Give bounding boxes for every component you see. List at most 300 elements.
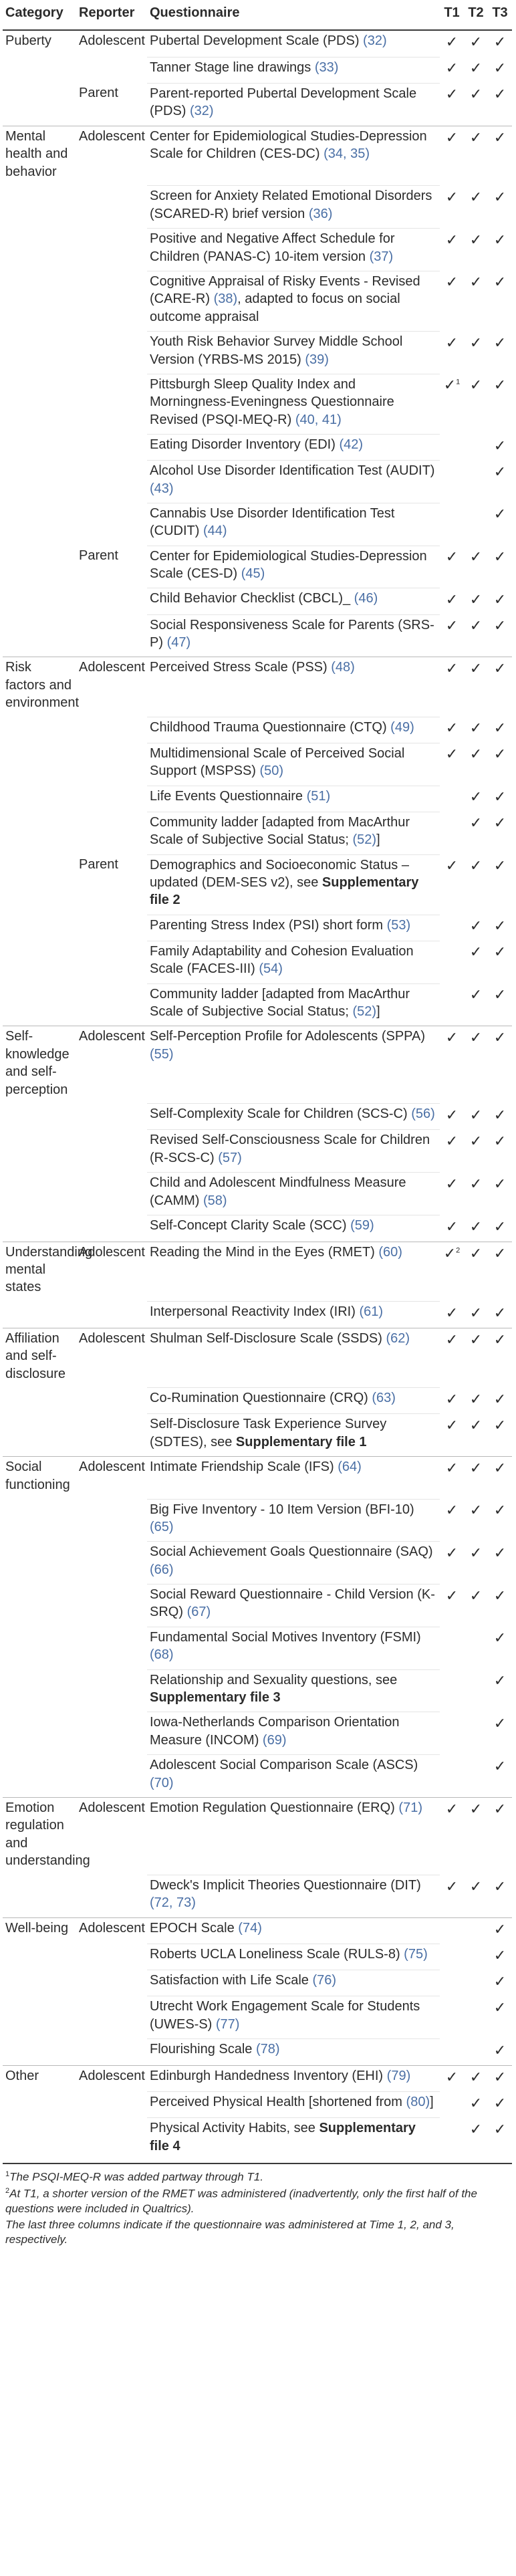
t1-check-cell — [440, 657, 464, 717]
header-category: Category — [3, 0, 76, 30]
questionnaire-name: Co-Rumination Questionnaire (CRQ) — [150, 1391, 368, 1406]
reference-link[interactable]: (59) — [350, 1218, 374, 1233]
reporter-cell — [76, 503, 147, 546]
reference-link[interactable]: (37) — [369, 249, 394, 264]
questionnaire-cell — [147, 812, 440, 854]
questionnaire-name: Relationship and Sexuality questions, see — [150, 1672, 398, 1687]
checkmark-icon: ✓ — [445, 1877, 459, 1895]
t1-check-cell — [440, 717, 464, 743]
t2-check-cell — [464, 2118, 488, 2160]
checkmark-icon: ✓ — [493, 60, 507, 77]
questionnaire-cell — [147, 83, 440, 126]
checkmark-icon: ✓ — [469, 814, 483, 832]
questionnaire-cell — [147, 229, 440, 271]
questionnaire-name: Utrecht Work Engagement Scale for Students (UWES-S) — [150, 1999, 420, 2032]
questionnaire-cell — [147, 657, 440, 717]
t1-check-cell — [440, 1388, 464, 1414]
checkmark-icon: ✓ — [445, 1800, 459, 1817]
checkmark-icon: ✓ — [493, 590, 507, 608]
questionnaire-cell — [147, 1627, 440, 1669]
t2-check-cell — [464, 1026, 488, 1104]
category-cell — [3, 1215, 76, 1242]
reference-link[interactable]: (65) — [150, 1519, 174, 1534]
questionnaire-cell — [147, 588, 440, 614]
checkmark-icon: ✓ — [493, 334, 507, 351]
reference-link[interactable]: (36) — [308, 206, 333, 221]
questionnaire-name: EPOCH Scale — [150, 1920, 235, 1936]
questionnaire-cell — [147, 374, 440, 434]
reference-link[interactable]: (67) — [186, 1605, 211, 1620]
questionnaire-cell — [147, 1944, 440, 1970]
checkmark-icon: ✓ — [493, 273, 507, 291]
reference-link[interactable]: (74) — [238, 1920, 262, 1936]
t1-check-cell — [440, 812, 464, 854]
table-row — [3, 503, 512, 546]
questionnaire-name: Dweck's Implicit Theories Questionnaire (DIT) — [150, 1878, 421, 1893]
table-row — [3, 374, 512, 434]
t3-check-cell — [488, 588, 512, 614]
questionnaire-cell — [147, 614, 440, 657]
questionnaire-name: Pubertal Development Scale (PDS) — [150, 33, 360, 49]
category-cell — [3, 588, 76, 614]
checkmark-icon: ✓ — [493, 2120, 507, 2137]
questionnaire-cell — [147, 1542, 440, 1585]
reference-link[interactable]: (50) — [259, 764, 284, 779]
t2-check-cell — [464, 1797, 488, 1875]
reporter-cell: Adolescent — [76, 30, 147, 57]
table-row — [3, 2065, 512, 2092]
reference-link[interactable]: (44) — [203, 523, 227, 539]
reporter-cell — [76, 812, 147, 854]
t1-check-cell — [440, 1712, 464, 1755]
questionnaire-cell — [147, 30, 440, 57]
reference-link[interactable]: (42) — [339, 437, 364, 453]
reporter-cell — [76, 1388, 147, 1414]
reporter-cell — [76, 915, 147, 941]
t2-check-cell — [464, 1328, 488, 1388]
questionnaire-cell — [147, 1996, 440, 2039]
questionnaire-name-suffix: ] — [376, 1004, 380, 1019]
reporter-cell: Adolescent — [76, 126, 147, 186]
checkmark-icon: ✓ — [493, 1304, 507, 1321]
checkmark-icon: ✓ — [469, 986, 483, 1004]
t1-check-cell — [440, 1414, 464, 1457]
t2-check-cell — [464, 717, 488, 743]
table-row — [3, 1302, 512, 1328]
reference-link[interactable]: (33) — [314, 60, 339, 75]
questionnaire-name: Youth Risk Behavior Survey Middle School Version (YRBS-MS 2015) — [150, 334, 403, 367]
reporter-cell — [76, 1585, 147, 1627]
reference-link[interactable]: (52) — [352, 832, 377, 848]
reporter-cell — [76, 1215, 147, 1242]
checkmark-icon: ✓ — [493, 1244, 507, 1262]
t2-check-cell — [464, 1499, 488, 1542]
checkmark-icon: ✓ — [493, 1416, 507, 1433]
table-row — [3, 1797, 512, 1875]
category-cell — [3, 271, 76, 331]
table-row — [3, 1388, 512, 1414]
table-row — [3, 1755, 512, 1798]
questionnaire-cell — [147, 1755, 440, 1798]
t2-check-cell — [464, 915, 488, 941]
reference-link[interactable]: (55) — [150, 1046, 174, 1062]
reporter-cell — [76, 1944, 147, 1970]
checkmark-icon: ✓ — [445, 188, 459, 205]
reporter-cell: Adolescent — [76, 1242, 147, 1302]
checkmark-icon: ✓ — [469, 1029, 483, 1046]
reference-link[interactable]: (43) — [150, 481, 174, 496]
reference-link[interactable]: (70) — [150, 1775, 174, 1790]
table-row — [3, 126, 512, 186]
category-cell — [3, 1970, 76, 1996]
questionnaire-cell — [147, 2039, 440, 2066]
reference-link[interactable]: (58) — [203, 1193, 227, 1208]
t1-check-cell — [440, 1996, 464, 2039]
header-reporter: Reporter — [76, 0, 147, 30]
checkmark-icon: ✓ — [445, 719, 459, 737]
checkmark-icon: ✓ — [493, 1132, 507, 1149]
t3-check-cell — [488, 229, 512, 271]
category-cell — [3, 1542, 76, 1585]
reference-link[interactable]: (76) — [312, 1973, 337, 1988]
reference-link[interactable]: (34, 35) — [324, 146, 370, 162]
t2-check-cell — [464, 332, 488, 374]
reference-link[interactable]: (79) — [386, 2068, 411, 2083]
t1-check-cell — [440, 1302, 464, 1328]
questionnaire-name: Child and Adolescent Mindfulness Measure (CAMM) — [150, 1175, 406, 1208]
reference-link[interactable]: (32) — [363, 33, 387, 49]
table-row — [3, 1875, 512, 1918]
questionnaire-cell — [147, 332, 440, 374]
table-row — [3, 1944, 512, 1970]
reference-link[interactable]: (68) — [150, 1647, 174, 1663]
checkmark-icon: ✓ — [469, 1175, 483, 1192]
reference-link[interactable]: (53) — [386, 917, 411, 933]
t2-check-cell — [464, 1457, 488, 1499]
category-cell: Understanding mental states — [3, 1242, 76, 1302]
t2-check-cell — [464, 1755, 488, 1798]
checkmark-icon: ✓ — [445, 1330, 459, 1348]
questionnaire-cell — [147, 546, 440, 588]
table-row — [3, 461, 512, 503]
t3-check-cell — [488, 1414, 512, 1457]
reference-link[interactable]: (72, 73) — [150, 1895, 196, 1911]
checkmark-icon: ✓ — [445, 1175, 459, 1192]
reference-link[interactable]: (60) — [378, 1244, 402, 1260]
checkmark-icon: ✓ — [469, 1330, 483, 1348]
checkmark-icon: ✓ — [493, 1330, 507, 1348]
checkmark-icon: ✓ — [493, 814, 507, 832]
category-cell — [3, 1414, 76, 1457]
footnote-2: $^2$At T1, a shorter version of the RMET was administered (inadvertently, only the first half of the questions were included in Qualtrics). — [5, 2186, 477, 2215]
footnote-marker: 1 — [456, 378, 461, 387]
reference-link[interactable]: (40, 41) — [295, 412, 342, 427]
questionnaire-name: Childhood Trauma Questionnaire (CTQ) — [150, 719, 387, 735]
table-row — [3, 2039, 512, 2066]
reporter-cell — [76, 1970, 147, 1996]
questionnaire-cell — [147, 503, 440, 546]
t3-check-cell — [488, 1457, 512, 1499]
reference-link[interactable]: (47) — [166, 634, 191, 650]
category-cell: Puberty — [3, 30, 76, 57]
reporter-cell — [76, 374, 147, 434]
t1-check-cell — [440, 1542, 464, 1585]
table-row — [3, 1996, 512, 2039]
checkmark-icon: ✓ — [469, 943, 483, 961]
t3-check-cell — [488, 657, 512, 717]
checkmark-icon: ✓ — [493, 917, 507, 935]
checkmark-icon: ✓ — [469, 660, 483, 677]
t2-check-cell — [464, 503, 488, 546]
supplementary-file-link[interactable]: Supplementary file 3 — [150, 1690, 281, 1706]
checkmark-icon: ✓ — [469, 617, 483, 634]
category-cell — [3, 332, 76, 374]
checkmark-icon: ✓ — [469, 334, 483, 351]
category-cell — [3, 2092, 76, 2118]
questionnaire-name: Satisfaction with Life Scale — [150, 1973, 309, 1988]
t3-check-cell — [488, 1669, 512, 1712]
checkmark-icon: ✓ — [445, 1390, 459, 1407]
t3-check-cell — [488, 461, 512, 503]
t1-check-cell — [440, 546, 464, 588]
reference-link[interactable]: (39) — [305, 352, 329, 367]
reporter-cell: Adolescent — [76, 1328, 147, 1388]
supplementary-file-link[interactable]: Supplementary file 4 — [150, 2121, 416, 2153]
supplementary-file-link[interactable]: Supplementary file 2 — [150, 874, 419, 908]
table-row — [3, 786, 512, 812]
table-row — [3, 1970, 512, 1996]
reference-link[interactable]: (62) — [386, 1330, 410, 1346]
checkmark-icon: ✓ — [493, 857, 507, 874]
checkmark-icon: ✓ — [445, 745, 459, 763]
category-cell: Self-knowledge and self-perception — [3, 1026, 76, 1104]
questionnaire-name: Big Five Inventory - 10 Item Version (BFI-10) — [150, 1502, 414, 1517]
table-row — [3, 30, 512, 57]
t1-check-cell — [440, 1755, 464, 1798]
questionnaire-name: Flourishing Scale — [150, 2042, 253, 2057]
t1-check-cell — [440, 229, 464, 271]
questionnaire-name: Social Responsiveness Scale for Parents (SRS-P) — [150, 617, 434, 650]
questionnaire-name: Tanner Stage line drawings — [150, 60, 311, 75]
checkmark-icon: ✓ — [469, 128, 483, 146]
t1-check-cell — [440, 1499, 464, 1542]
t1-check-cell — [440, 332, 464, 374]
reporter-cell — [76, 743, 147, 786]
questionnaire-name: Self-Concept Clarity Scale (SCC) — [150, 1218, 347, 1233]
table-row — [3, 854, 512, 915]
t3-check-cell — [488, 1542, 512, 1585]
checkmark-icon: ✓ — [469, 273, 483, 291]
questionnaire-name: Center for Epidemiological Studies-Depression Scale for Children (CES-DC) — [150, 128, 427, 162]
category-cell: Mental health and behavior — [3, 126, 76, 186]
t3-check-cell — [488, 30, 512, 57]
questionnaire-name: Iowa-Netherlands Comparison Orientation Measure (INCOM) — [150, 1715, 400, 1748]
questionnaire-cell — [147, 717, 440, 743]
category-cell — [3, 1302, 76, 1328]
reference-link[interactable]: (56) — [411, 1106, 435, 1122]
header-questionnaire: Questionnaire — [147, 0, 440, 30]
checkmark-icon: ✓ — [445, 86, 459, 103]
reference-link[interactable]: (48) — [331, 660, 355, 675]
checkmark-icon: ✓ — [469, 231, 483, 248]
checkmark-icon: ✓ — [493, 1672, 507, 1689]
t2-check-cell — [464, 1104, 488, 1130]
reference-link[interactable]: (57) — [218, 1150, 242, 1165]
reporter-cell — [76, 2039, 147, 2066]
t2-check-cell — [464, 983, 488, 1026]
checkmark-icon: ✓ — [493, 745, 507, 763]
table-row — [3, 1669, 512, 1712]
category-cell — [3, 743, 76, 786]
checkmark-icon: ✓ — [493, 2094, 507, 2111]
reference-link[interactable]: (64) — [338, 1459, 362, 1475]
t1-check-cell — [440, 1797, 464, 1875]
category-cell — [3, 1130, 76, 1173]
checkmark-icon: ✓ — [469, 1390, 483, 1407]
category-cell — [3, 186, 76, 229]
t1-check-cell — [440, 1917, 464, 1944]
t1-check-cell — [440, 786, 464, 812]
category-cell — [3, 57, 76, 83]
questionnaire-cell — [147, 435, 440, 461]
reporter-cell: Adolescent — [76, 1797, 147, 1875]
t2-check-cell — [464, 1173, 488, 1215]
reporter-cell: Parent — [79, 86, 118, 101]
t2-check-cell — [464, 1302, 488, 1328]
checkmark-icon: ✓ — [469, 376, 483, 394]
t1-check-cell — [440, 1944, 464, 1970]
t2-check-cell — [464, 941, 488, 983]
reference-link[interactable]: (80) — [406, 2095, 430, 2110]
questionnaire-name: Parenting Stress Index (PSI) short form — [150, 917, 384, 933]
table-row — [3, 83, 512, 126]
questionnaire-name: Self-Disclosure Task Experience Survey (SDTES), see — [150, 1417, 387, 1449]
questionnaire-cell — [147, 1414, 440, 1457]
supplementary-file-link[interactable]: Supplementary file 1 — [235, 1434, 367, 1449]
reporter-cell — [76, 983, 147, 1026]
reference-link[interactable]: (54) — [259, 961, 283, 977]
category-cell — [3, 1996, 76, 2039]
checkmark-icon: ✓ — [493, 463, 507, 480]
category-cell — [3, 1173, 76, 1215]
reference-link[interactable]: (63) — [372, 1391, 396, 1406]
reference-link[interactable]: (75) — [404, 1947, 428, 1962]
t2-check-cell — [464, 1414, 488, 1457]
checkmark-icon: ✓ — [445, 2068, 459, 2085]
checkmark-icon: ✓ — [493, 1920, 507, 1938]
t3-check-cell — [488, 126, 512, 186]
checkmark-icon: ✓ — [493, 1629, 507, 1647]
questionnaire-cell — [147, 57, 440, 83]
t2-check-cell — [464, 1669, 488, 1712]
reporter-cell: Parent — [79, 548, 118, 564]
questionnaire-cell — [147, 186, 440, 229]
t3-check-cell — [488, 1585, 512, 1627]
questionnaire-name: Edinburgh Handedness Inventory (EHI) — [150, 2068, 384, 2083]
questionnaire-cell — [147, 1797, 440, 1875]
table-row — [3, 941, 512, 983]
reporter-cell: Adolescent — [76, 1457, 147, 1499]
checkmark-icon: ✓ — [493, 231, 507, 248]
checkmark-icon: ✓ — [469, 1502, 483, 1518]
reference-link[interactable]: (69) — [262, 1732, 287, 1748]
t1-check-cell — [440, 1242, 464, 1302]
reporter-cell — [76, 1875, 147, 1918]
t2-check-cell — [464, 1944, 488, 1970]
header-t3: T3 — [488, 0, 512, 30]
reference-link[interactable]: (46) — [354, 591, 378, 606]
checkmark-icon: ✓ — [493, 1998, 507, 2016]
questionnaire-name: Self-Complexity Scale for Children (SCS-C) — [150, 1106, 408, 1122]
reference-link[interactable]: (52) — [352, 1004, 377, 1019]
t1-check-cell — [440, 1875, 464, 1918]
checkmark-icon: ✓ — [469, 188, 483, 205]
checkmark-icon: ✓ — [493, 1390, 507, 1407]
checkmark-icon: ✓ — [445, 1029, 459, 1046]
reference-link[interactable]: (45) — [241, 566, 265, 582]
questionnaire-cell — [147, 1302, 440, 1328]
reference-link[interactable]: (61) — [359, 1304, 384, 1320]
reporter-cell: Parent — [79, 857, 118, 872]
t2-check-cell — [464, 374, 488, 434]
checkmark-icon: ✓ — [469, 719, 483, 737]
t3-check-cell — [488, 1388, 512, 1414]
t2-check-cell — [464, 1970, 488, 1996]
reporter-cell: Adolescent — [76, 1917, 147, 1944]
reference-link[interactable]: (38) — [213, 291, 238, 307]
checkmark-icon: ✓ — [493, 1946, 507, 1964]
t1-check-cell — [440, 941, 464, 983]
t3-check-cell — [488, 1026, 512, 1104]
reporter-cell — [76, 2092, 147, 2118]
checkmark-icon: ✓ — [445, 33, 459, 51]
reporter-cell — [76, 1414, 147, 1457]
questionnaire-name: Cognitive Appraisal of Risky Events - Revised (CARE-R) — [150, 273, 420, 307]
table-row — [3, 812, 512, 854]
reference-link[interactable]: (71) — [398, 1800, 422, 1815]
reference-link[interactable]: (78) — [255, 2042, 280, 2057]
questionnaire-cell — [147, 915, 440, 941]
reference-link[interactable]: (32) — [190, 104, 214, 119]
reference-link[interactable]: (49) — [390, 719, 414, 735]
category-cell: Emotion regulation and understanding — [3, 1797, 76, 1875]
checkmark-icon: ✓ — [445, 1502, 459, 1518]
questionnaire-cell — [147, 461, 440, 503]
questionnaire-name: Intimate Friendship Scale (IFS) — [150, 1459, 334, 1475]
reporter-cell — [76, 717, 147, 743]
questionnaire-cell — [147, 941, 440, 983]
table-row — [3, 1242, 512, 1302]
reporter-cell — [76, 1173, 147, 1215]
checkmark-icon: ✓ — [493, 1544, 507, 1561]
questionnaire-name: Multidimensional Scale of Perceived Social Support (MSPSS) — [150, 745, 405, 779]
reporter-cell — [76, 186, 147, 229]
checkmark-icon: ✓ — [469, 2120, 483, 2137]
reference-link[interactable]: (66) — [150, 1562, 174, 1577]
reference-link[interactable]: (77) — [215, 2016, 240, 2032]
reference-link[interactable]: (51) — [306, 788, 331, 804]
table-row — [3, 614, 512, 657]
checkmark-icon: ✓ — [469, 2094, 483, 2111]
checkmark-icon: ✓ — [445, 857, 459, 874]
questionnaire-name: Center for Epidemiological Studies-Depression Scale (CES-D) — [150, 548, 427, 582]
questionnaire-cell — [147, 1130, 440, 1173]
category-cell — [3, 983, 76, 1026]
checkmark-icon: ✓ — [445, 128, 459, 146]
checkmark-icon: ✓ — [443, 376, 457, 394]
t1-check-cell — [440, 915, 464, 941]
questionnaire-name: Emotion Regulation Questionnaire (ERQ) — [150, 1800, 395, 1815]
